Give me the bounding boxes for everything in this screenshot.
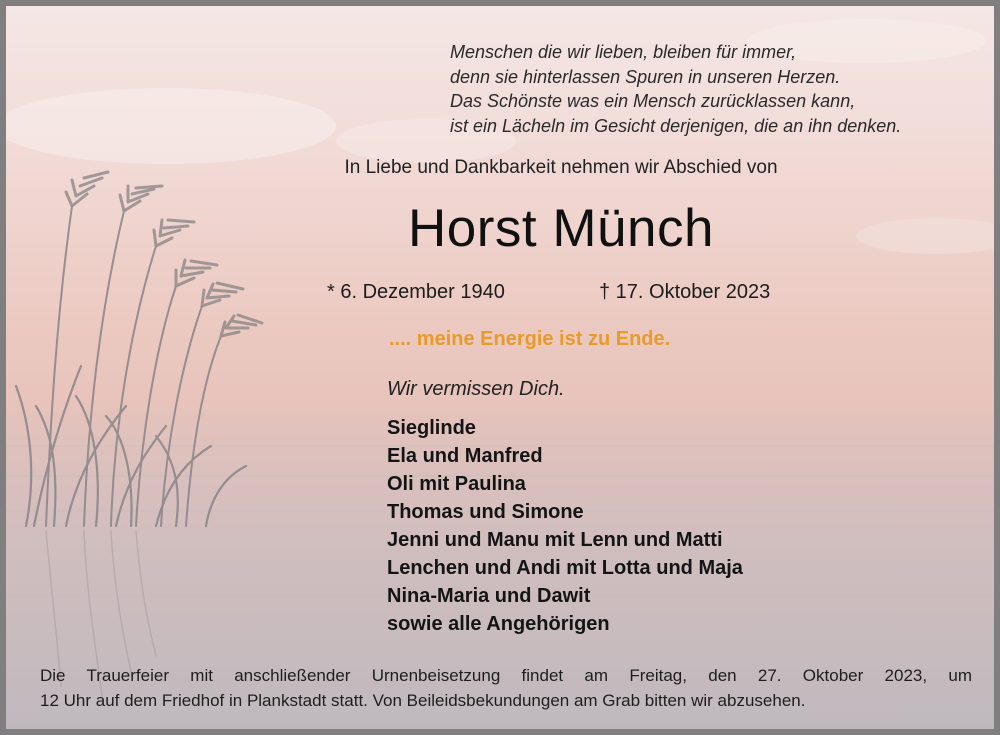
list-item: Nina-Maria und Dawit (387, 585, 591, 607)
list-item: Oli mit Paulina (387, 473, 526, 495)
list-item: Ela und Manfred (387, 445, 543, 467)
intro-text: In Liebe und Dankbarkeit nehmen wir Abschied von (344, 157, 778, 178)
poem (450, 40, 901, 138)
list-item: Thomas und Simone (387, 501, 584, 523)
poem-line: Menschen die wir lieben, bleiben für immer, (450, 42, 797, 62)
notice-line: Die Trauerfeier mit anschließender Urnenbeisetzung findet am Freitag, den 27. Oktober 2023, um (40, 666, 972, 685)
birth-date: * 6. Dezember 1940 (327, 281, 505, 303)
poem-line: Das Schönste was ein Mensch zurücklassen kann, (450, 91, 856, 111)
death-date: † 17. Oktober 2023 (599, 281, 771, 303)
funeral-notice (40, 663, 972, 713)
poem-line: denn sie hinterlassen Spuren in unseren Herzen. (450, 66, 841, 87)
list-item: Lenchen und Andi mit Lotta und Maja (387, 557, 743, 579)
motto: .... meine Energie ist zu Ende. (389, 328, 671, 350)
family-list (387, 414, 743, 638)
list-item: sowie alle Angehörigen (387, 613, 610, 635)
list-item: Sieglinde (387, 417, 476, 439)
deceased-name: Horst Münch (408, 199, 714, 258)
notice-line: 12 Uhr auf dem Friedhof in Plankstadt statt. Von Beileidsbekundungen am Grab bitten wir abzusehen. (40, 691, 806, 710)
miss-you-text: Wir vermissen Dich. (387, 378, 565, 400)
list-item: Jenni und Manu mit Lenn und Matti (387, 529, 723, 551)
poem-line: ist ein Lächeln im Gesicht derjenigen, die an ihn denken. (450, 115, 902, 136)
